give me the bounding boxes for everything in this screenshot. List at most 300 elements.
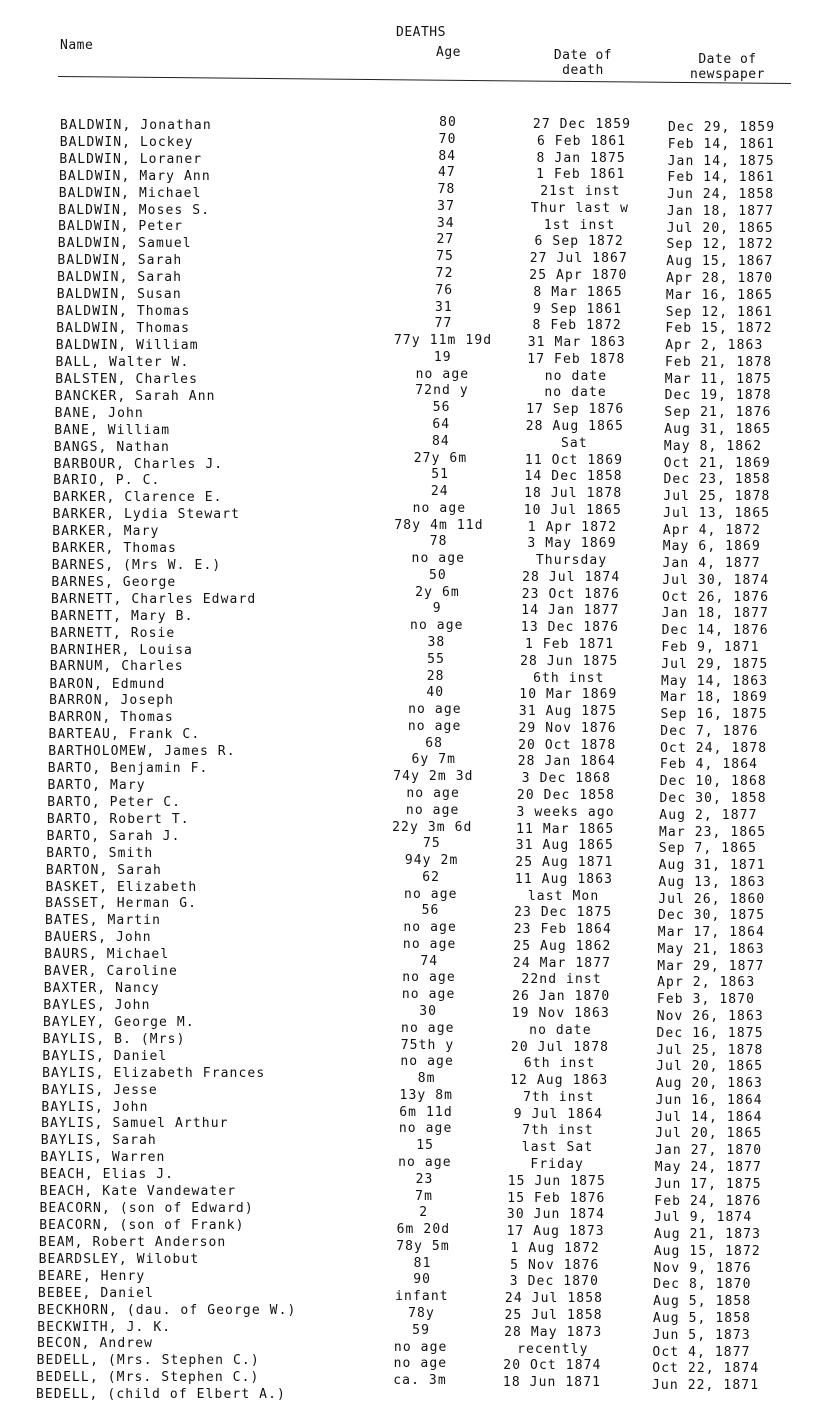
name-cell: BANE, William (54, 422, 171, 438)
table-row (0, 500, 819, 523)
age-cell: no age (405, 802, 460, 818)
newspaper-date-cell: Dec 23, 1858 (663, 472, 771, 488)
name-cell: BANCKER, Sarah Ann (54, 388, 216, 404)
age-cell: 7m (415, 1188, 434, 1204)
death-date-cell: 25 Jul 1858 (504, 1307, 603, 1323)
age-cell: no age (402, 936, 457, 952)
death-date-cell: 20 Jul 1878 (510, 1039, 610, 1055)
death-date-cell: 6th inst (533, 670, 605, 686)
name-cell: BARRON, Joseph (49, 693, 175, 709)
newspaper-date-cell: Feb 24, 1876 (654, 1193, 762, 1209)
death-date-cell: 1 Aug 1872 (510, 1240, 600, 1256)
death-date-cell: 6th inst (523, 1056, 596, 1072)
age-cell: 19 (433, 349, 452, 365)
name-cell: BASSET, Herman G. (45, 896, 198, 912)
table-row (0, 534, 819, 557)
name-cell: BARNETT, Charles Edward (51, 591, 257, 607)
age-cell: 13y 8m (399, 1087, 454, 1103)
age-cell: 24 (430, 484, 449, 499)
death-date-cell: no date (544, 385, 607, 401)
name-cell: BARKER, Clarence E. (53, 490, 223, 506)
death-date-cell: 23 Oct 1876 (521, 586, 620, 602)
death-date-cell: 18 Jun 1871 (502, 1375, 602, 1390)
newspaper-date-cell: Jun 17, 1875 (654, 1176, 762, 1192)
table-row (0, 400, 819, 421)
name-cell: BARNETT, Rosie (50, 625, 176, 641)
death-date-cell: 1st inst (543, 217, 616, 233)
death-date-cell: 10 Mar 1869 (519, 687, 618, 703)
name-cell: BEACH, Kate Vandewater (39, 1184, 237, 1200)
age-cell: no age (402, 970, 456, 986)
death-date-cell: 25 Aug 1871 (515, 855, 614, 870)
newspaper-date-cell: Aug 5, 1858 (653, 1294, 752, 1310)
age-cell: 74y 2m 3d (393, 769, 474, 785)
age-cell: no age (398, 1154, 452, 1170)
newspaper-date-cell: Mar 16, 1865 (665, 287, 774, 303)
newspaper-date-cell: Jul 20, 1865 (656, 1059, 764, 1075)
newspaper-date-cell: Mar 18, 1869 (660, 690, 768, 706)
newspaper-date-cell: May 21, 1863 (657, 941, 765, 957)
age-cell: 6m 11d (399, 1104, 453, 1120)
newspaper-date-cell: Jan 4, 1877 (662, 556, 761, 572)
death-date-cell: 7th inst (523, 1089, 595, 1105)
age-cell: 78 (437, 182, 456, 198)
newspaper-date-cell: Feb 9, 1871 (661, 640, 760, 655)
age-cell: 28 (426, 668, 445, 684)
death-date-cell: 8 Mar 1865 (533, 284, 623, 300)
death-date-cell: 21st inst (540, 184, 621, 200)
age-cell: 55 (427, 651, 446, 667)
name-cell: BEAM, Robert Anderson (38, 1234, 227, 1250)
age-cell: 84 (431, 433, 450, 449)
newspaper-date-cell: Dec 30, 1875 (658, 908, 766, 924)
age-cell: 31 (434, 299, 453, 315)
age-cell: 37 (437, 198, 456, 214)
newspaper-date-cell: Oct 4, 1877 (652, 1344, 751, 1360)
newspaper-date-cell: Jul 13, 1865 (663, 505, 771, 521)
newspaper-date-cell: May 14, 1863 (661, 673, 769, 689)
name-cell: BAYLIS, Jesse (41, 1082, 158, 1098)
newspaper-date-cell: Feb 4, 1864 (659, 757, 759, 773)
newspaper-date-cell: Feb 15, 1872 (665, 321, 773, 337)
name-cell: BEDELL, (Mrs. Stephen C.) (36, 1370, 260, 1386)
name-cell: BARTO, Robert T. (46, 811, 190, 827)
table-row (0, 1373, 819, 1403)
death-date-cell: 1 Apr 1872 (527, 519, 618, 535)
newspaper-date-cell: Apr 2, 1863 (665, 338, 764, 354)
name-cell: BALDWIN, Peter (58, 219, 184, 235)
death-date-cell: Thursday (535, 553, 608, 569)
newspaper-date-cell: Jan 27, 1870 (655, 1143, 763, 1159)
age-cell: no age (406, 785, 460, 801)
age-cell: 72nd y (415, 383, 469, 399)
newspaper-date-cell: Sep 16, 1875 (660, 707, 768, 723)
age-cell: no age (408, 702, 462, 718)
name-cell: BAXTER, Nancy (43, 980, 160, 996)
death-date-cell: 31 Mar 1863 (527, 335, 626, 351)
age-cell: 22y 3m 6d (392, 819, 473, 835)
age-cell: 56 (432, 400, 451, 416)
newspaper-date-cell: Dec 16, 1875 (656, 1025, 764, 1041)
newspaper-date-cell: Aug 31, 1871 (658, 858, 766, 873)
age-cell: 80 (439, 115, 457, 130)
death-date-cell: 17 Feb 1878 (527, 351, 626, 367)
newspaper-date-cell: Dec 8, 1870 (653, 1277, 752, 1293)
death-date-cell: 1 Feb 1861 (536, 167, 626, 183)
newspaper-date-cell: Jul 9, 1874 (654, 1210, 753, 1226)
age-cell: 23 (415, 1171, 434, 1187)
age-cell: no age (401, 987, 456, 1003)
age-cell: 70 (438, 131, 457, 147)
death-date-cell: 8 Feb 1872 (532, 318, 622, 334)
newspaper-date-cell: Jun 5, 1873 (652, 1327, 751, 1343)
name-cell: BAUERS, John (44, 930, 152, 946)
name-cell: BALDWIN, Samuel (57, 236, 192, 252)
name-cell: BARON, Edmund (49, 676, 166, 692)
death-date-cell: 28 May 1873 (504, 1324, 603, 1340)
table-row (0, 349, 819, 370)
table-row (0, 249, 819, 270)
name-cell: BAYLIS, Samuel Arthur (41, 1116, 229, 1132)
newspaper-date-cell: Oct 22, 1874 (652, 1361, 760, 1377)
death-date-cell: 14 Dec 1858 (524, 469, 623, 485)
name-cell: BARKER, Thomas (52, 541, 177, 557)
age-cell: 78y 4m 11d (394, 517, 484, 533)
death-date-cell: 27 Jul 1867 (529, 251, 628, 267)
newspaper-date-cell: Feb 14, 1861 (667, 170, 775, 186)
table-row (0, 685, 819, 709)
age-cell: 56 (421, 903, 440, 919)
table-row (0, 282, 819, 303)
death-date-cell: 13 Dec 1876 (520, 620, 620, 636)
name-cell: BANGS, Nathan (53, 439, 170, 455)
name-cell: BAYLIS, Daniel (42, 1048, 168, 1064)
age-cell: 30 (419, 1004, 438, 1019)
newspaper-date-cell: Jun 24, 1858 (667, 187, 775, 203)
name-column-header: Name (60, 38, 94, 53)
table-row (0, 316, 819, 337)
age-column-header: Age (436, 45, 461, 60)
table-row (0, 215, 819, 236)
death-date-cell: 3 Dec 1870 (509, 1274, 600, 1290)
newspaper-date-cell: Aug 20, 1863 (655, 1076, 763, 1092)
table-row (0, 416, 819, 438)
age-cell: 2y 6m (415, 584, 460, 600)
age-cell: no age (415, 366, 470, 382)
name-cell: BALDWIN, Sarah (57, 253, 183, 269)
death-date-cell: 18 Jul 1878 (524, 486, 623, 501)
death-date-cell: 24 Jul 1858 (504, 1291, 604, 1307)
newspaper-date-cell: Dec 10, 1868 (659, 774, 767, 790)
age-cell: 8m (417, 1071, 436, 1087)
name-cell: BARBOUR, Charles J. (53, 456, 224, 472)
newspaper-date-cell: Sep 12, 1861 (665, 304, 773, 320)
death-date-cell: 31 Aug 1875 (518, 704, 618, 720)
newspaper-date-cell: Jul 20, 1865 (666, 220, 774, 236)
name-cell: BAYLIS, John (41, 1099, 149, 1115)
name-cell: BARTEAU, Frank C. (48, 727, 201, 743)
table-row (0, 467, 819, 489)
name-cell: BARIO, P. C. (53, 473, 161, 489)
death-date-cell: 22nd inst (521, 972, 602, 988)
death-date-cell: 30 Jun 1874 (506, 1207, 606, 1223)
newspaper-date-cell: Apr 28, 1870 (666, 271, 774, 286)
age-cell: no age (407, 718, 462, 734)
death-date-cell: 28 Jul 1874 (522, 569, 621, 585)
newspaper-date-cell: Jul 30, 1874 (662, 572, 770, 588)
newspaper-date-cell: Apr 4, 1872 (662, 522, 762, 538)
name-cell: BECKWITH, J. K. (37, 1319, 172, 1335)
newspaper-date-cell: Jul 29, 1875 (661, 656, 769, 672)
table-row (0, 433, 819, 455)
newspaper-date-cell: Oct 24, 1878 (660, 740, 768, 756)
name-cell: BAYLEY, George M. (43, 1014, 195, 1030)
newspaper-date-cell: Aug 21, 1873 (653, 1227, 762, 1242)
name-cell: BARTO, Benjamin F. (47, 761, 209, 777)
age-cell: 9 (432, 601, 442, 617)
table-row (0, 182, 819, 203)
newspaper-date-cell: Mar 29, 1877 (657, 958, 765, 974)
newspaper-date-cell: Dec 19, 1878 (664, 388, 772, 404)
age-cell: infant (395, 1289, 449, 1305)
death-date-cell: last Sat (521, 1140, 594, 1156)
age-cell: 94y 2m (404, 853, 459, 868)
name-cell: BALDWIN, Lockey (59, 134, 194, 150)
newspaper-date-cell: May 8, 1862 (663, 438, 763, 454)
name-cell: BARTO, Smith (46, 845, 154, 861)
name-cell: BECKHORN, (dau. of George W.) (37, 1302, 297, 1318)
table-row (0, 165, 819, 186)
newspaper-date-cell: Feb 21, 1878 (665, 354, 773, 370)
table-row (0, 601, 819, 624)
age-cell: 77y 11m 19d (393, 333, 493, 349)
death-date-cell: 14 Jan 1877 (521, 603, 620, 619)
name-cell: BAYLES, John (43, 997, 151, 1013)
death-date-cell: 12 Aug 1863 (510, 1073, 609, 1089)
table-row (0, 618, 819, 641)
newspaper-date-cell: Oct 21, 1869 (663, 455, 771, 471)
age-cell: no age (404, 886, 458, 902)
newspaper-date-cell: Aug 15, 1872 (653, 1243, 761, 1259)
newspaper-date-cell: Sep 12, 1872 (666, 237, 774, 253)
death-date-cell: 23 Feb 1864 (513, 922, 612, 938)
newspaper-date-cell: Jun 22, 1871 (652, 1378, 760, 1393)
name-cell: BALDWIN, Mary Ann (59, 168, 211, 184)
name-cell: BAVER, Caroline (44, 964, 178, 980)
table-row (0, 668, 819, 692)
death-date-cell: recently (517, 1341, 589, 1357)
name-cell: BALDWIN, Michael (58, 185, 202, 201)
age-cell: 75 (422, 836, 441, 852)
name-cell: BAURS, Michael (44, 947, 170, 963)
newspaper-date-cell: May 24, 1877 (654, 1159, 762, 1175)
death-date-cell: 9 Sep 1861 (532, 301, 623, 317)
age-cell: 68 (425, 735, 444, 751)
newspaper-date-cell: Nov 26, 1863 (656, 1009, 764, 1024)
newspaper-date-cell: Aug 15, 1867 (666, 254, 774, 270)
name-cell: BEARE, Henry (38, 1268, 146, 1284)
newspaper-date-cell: Dec 29, 1859 (668, 120, 776, 135)
name-cell: BARNUM, Charles (49, 659, 184, 675)
death-date-cell: 11 Oct 1869 (524, 452, 624, 468)
newspaper-date-cell: May 6, 1869 (662, 539, 761, 555)
age-cell: 27y 6m (413, 450, 468, 466)
name-cell: BEBEE, Daniel (37, 1285, 154, 1301)
newspaper-date-cell: Jul 26, 1860 (658, 891, 766, 907)
name-cell: BARNES, George (51, 574, 177, 590)
table-row (0, 232, 819, 253)
age-cell: no age (398, 1121, 453, 1137)
newspaper-date-cell: Jul 25, 1878 (656, 1042, 764, 1058)
newspaper-date-cell: Jul 14, 1864 (655, 1109, 763, 1125)
name-cell: BARNIHER, Louisa (50, 642, 193, 658)
age-cell: 50 (428, 567, 447, 583)
table-row (0, 567, 819, 590)
death-date-header-line-1: Date of (553, 48, 613, 63)
age-cell: 84 (438, 148, 457, 164)
newspaper-date-cell: Aug 13, 1863 (658, 874, 766, 890)
death-date-cell: 15 Feb 1876 (507, 1190, 606, 1206)
death-date-cell: 6 Sep 1872 (534, 234, 624, 250)
age-cell: no age (411, 551, 466, 567)
name-cell: BALDWIN, Moses S. (58, 202, 211, 218)
age-cell: 74 (420, 953, 439, 969)
age-cell: 47 (437, 165, 456, 181)
death-date-cell: Friday (530, 1156, 584, 1172)
death-date-cell: 26 Jan 1870 (512, 989, 611, 1005)
table-row (0, 148, 819, 169)
name-cell: BARTO, Sarah J. (46, 828, 181, 844)
newspaper-date-cell: Feb 3, 1870 (656, 992, 756, 1008)
newspaper-date-cell: Jul 20, 1865 (655, 1126, 763, 1142)
age-cell: 78 (429, 534, 448, 550)
age-cell: 75 (436, 249, 454, 265)
name-cell: BARTO, Mary (47, 777, 146, 793)
death-date-cell: no date (544, 368, 608, 384)
age-cell: no age (400, 1054, 454, 1070)
death-date-cell: 6 Feb 1861 (536, 133, 627, 149)
age-cell: 75th y (400, 1037, 455, 1053)
name-cell: BALDWIN, Susan (56, 287, 182, 303)
name-cell: BARTON, Sarah (45, 862, 162, 878)
table-row (0, 299, 819, 320)
newspaper-date-cell: Aug 31, 1865 (664, 421, 772, 437)
death-date-cell: 9 Jul 1864 (513, 1106, 604, 1122)
death-date-cell: 20 Oct 1878 (518, 737, 617, 753)
age-cell: 90 (413, 1272, 432, 1288)
newspaper-date-cell: Mar 23, 1865 (659, 824, 767, 840)
name-cell: BALDWIN, Sarah (57, 270, 183, 286)
name-cell: BARTHOLOMEW, James R. (48, 744, 236, 760)
death-date-cell: 31 Aug 1865 (515, 838, 614, 854)
age-cell: 76 (435, 282, 454, 298)
death-date-cell: 15 Jun 1875 (507, 1173, 606, 1189)
age-cell: 34 (436, 215, 455, 231)
death-date-cell: 28 Aug 1865 (525, 418, 624, 434)
name-cell: BEACORN, (son of Edward) (39, 1201, 254, 1217)
name-cell: BARTO, Peter C. (47, 794, 182, 810)
table-row (0, 366, 819, 387)
section-title: DEATHS (396, 25, 446, 40)
newspaper-date-cell: Jul 25, 1878 (663, 489, 771, 504)
death-date-cell: 8 Jan 1875 (536, 150, 626, 166)
name-cell: BALL, Walter W. (55, 354, 190, 370)
name-cell: BALDWIN, Loraner (59, 151, 203, 167)
death-date-cell: 27 Dec 1859 (532, 117, 632, 132)
newspaper-date-cell: Aug 2, 1877 (659, 807, 758, 823)
newspaper-date-cell: Mar 17, 1864 (657, 925, 765, 941)
name-cell: BALDWIN, Thomas (56, 304, 191, 320)
age-cell: 77 (434, 316, 453, 332)
name-cell: BAYLIS, Sarah (40, 1133, 157, 1149)
death-date-cell: 24 Mar 1877 (512, 955, 612, 971)
death-date-cell: 7th inst (522, 1123, 594, 1139)
death-date-cell: 11 Aug 1863 (514, 871, 614, 887)
newspaper-date-cell: Apr 2, 1863 (657, 975, 756, 991)
death-date-cell: 10 Jul 1865 (523, 502, 622, 518)
newspaper-date-cell: Jan 14, 1875 (667, 153, 775, 169)
name-cell: BARNES, (Mrs W. E.) (51, 557, 222, 573)
newspaper-date-cell: Dec 14, 1876 (661, 623, 769, 639)
age-cell: 59 (412, 1322, 431, 1338)
death-date-cell: 28 Jan 1864 (517, 754, 616, 770)
newspaper-date-cell: Jan 18, 1877 (661, 606, 769, 622)
age-cell: 27 (436, 232, 455, 248)
age-cell: 81 (413, 1255, 432, 1271)
name-cell: BEACORN, (son of Frank) (39, 1218, 245, 1234)
age-cell: 6m 20d (396, 1222, 451, 1237)
death-date-cell: 17 Sep 1876 (526, 402, 625, 418)
age-cell: ca. 3m (393, 1373, 447, 1388)
death-date-cell: 29 Nov 1876 (518, 720, 617, 736)
newspaper-date-cell: Feb 14, 1861 (667, 136, 775, 152)
death-date-cell: Thur last w (530, 200, 630, 216)
name-cell: BARRON, Thomas (48, 710, 174, 726)
name-cell: BARKER, Mary (52, 524, 160, 540)
age-cell: 6y 7m (411, 752, 457, 768)
age-cell: no age (410, 618, 464, 634)
table-row (0, 484, 819, 506)
age-cell: no age (401, 1020, 455, 1036)
death-date-cell: 3 weeks ago (516, 804, 615, 820)
newspaper-date-header-line-2: newspaper (690, 67, 765, 82)
death-date-cell: 23 Dec 1875 (514, 905, 613, 921)
death-date-cell: 11 Mar 1865 (516, 821, 615, 837)
age-cell: 64 (432, 416, 451, 432)
newspaper-date-cell: Dec 30, 1858 (659, 790, 767, 806)
death-date-header-line-2: death (562, 63, 604, 78)
death-date-cell: 3 May 1869 (527, 536, 617, 552)
age-cell: no age (403, 920, 457, 936)
name-cell: BEDELL, (Mrs. Stephen C.) (36, 1353, 260, 1369)
name-cell: BAYLIS, Warren (40, 1150, 166, 1166)
newspaper-date-header-line-1: Date of (698, 52, 757, 67)
name-cell: BEARDSLEY, Wilobut (38, 1251, 200, 1267)
death-date-cell: 1 Feb 1871 (524, 637, 615, 652)
newspaper-date-cell: Mar 11, 1875 (664, 371, 772, 387)
table-row (0, 115, 819, 135)
newspaper-date-cell: Sep 7, 1865 (658, 841, 757, 857)
newspaper-date-cell: Nov 9, 1876 (653, 1260, 752, 1276)
newspaper-date-cell: Oct 26, 1876 (662, 589, 770, 605)
newspaper-date-cell: Dec 7, 1876 (660, 723, 759, 739)
name-cell: BALDWIN, Jonathan (60, 118, 212, 133)
age-cell: 78y (408, 1305, 435, 1321)
name-cell: BANE, John (54, 405, 144, 421)
death-date-cell: last Mon (527, 888, 600, 904)
age-cell: 72 (435, 266, 454, 281)
name-cell: BECON, Andrew (37, 1336, 154, 1352)
